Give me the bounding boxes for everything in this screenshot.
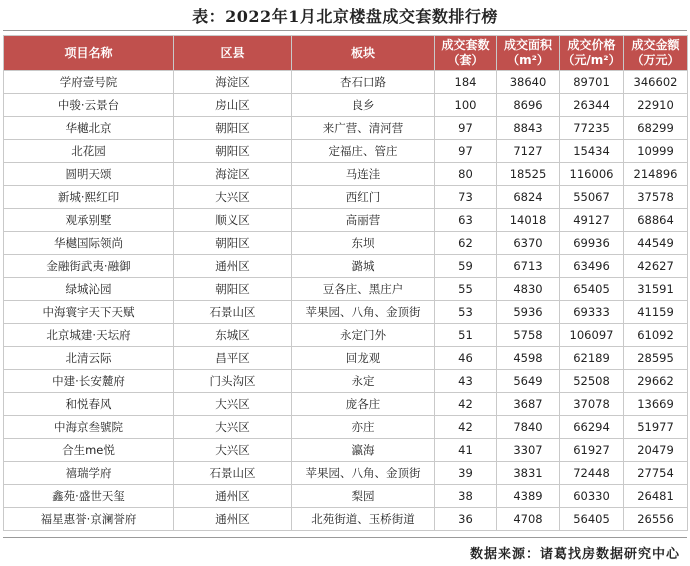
cell-units: 46 [435, 347, 497, 370]
cell-units: 38 [435, 485, 497, 508]
header-district: 区县 [174, 36, 292, 71]
cell-price: 63496 [560, 255, 624, 278]
cell-price: 72448 [560, 462, 624, 485]
header-area [497, 36, 560, 71]
cell-amount: 44549 [624, 232, 688, 255]
cell-area: 8843 [497, 117, 560, 140]
cell-project: 华樾国际领尚 [4, 232, 174, 255]
cell-block: 杏石口路 [292, 71, 435, 94]
cell-price: 60330 [560, 485, 624, 508]
cell-units: 53 [435, 301, 497, 324]
cell-block: 潞城 [292, 255, 435, 278]
cell-price: 77235 [560, 117, 624, 140]
cell-project: 北清云际 [4, 347, 174, 370]
table-row [4, 209, 688, 232]
cell-area: 7127 [497, 140, 560, 163]
cell-price: 26344 [560, 94, 624, 117]
cell-district: 海淀区 [174, 163, 292, 186]
cell-amount: 29662 [624, 370, 688, 393]
cell-district: 门头沟区 [174, 370, 292, 393]
cell-price: 15434 [560, 140, 624, 163]
cell-district: 海淀区 [174, 71, 292, 94]
cell-price: 89701 [560, 71, 624, 94]
table-row [4, 186, 688, 209]
table-row [4, 439, 688, 462]
cell-district: 通州区 [174, 485, 292, 508]
cell-district: 房山区 [174, 94, 292, 117]
cell-units: 73 [435, 186, 497, 209]
cell-block: 永定门外 [292, 324, 435, 347]
table-title: 表：2022年1月北京楼盘成交套数排行榜 [192, 7, 498, 26]
cell-area: 8696 [497, 94, 560, 117]
cell-project: 合生me悦 [4, 439, 174, 462]
cell-project: 和悦春风 [4, 393, 174, 416]
cell-block: 西红门 [292, 186, 435, 209]
cell-block: 苹果园、八角、金顶街 [292, 301, 435, 324]
cell-price: 49127 [560, 209, 624, 232]
cell-price: 66294 [560, 416, 624, 439]
cell-amount: 214896 [624, 163, 688, 186]
cell-units: 36 [435, 508, 497, 531]
cell-district: 大兴区 [174, 439, 292, 462]
cell-block: 回龙观 [292, 347, 435, 370]
cell-units: 184 [435, 71, 497, 94]
cell-district: 昌平区 [174, 347, 292, 370]
cell-district: 大兴区 [174, 416, 292, 439]
header-block: 板块 [292, 36, 435, 71]
cell-district: 东城区 [174, 324, 292, 347]
cell-units: 59 [435, 255, 497, 278]
footer-divider [3, 537, 687, 538]
cell-area: 6370 [497, 232, 560, 255]
cell-district: 大兴区 [174, 393, 292, 416]
table-row [4, 117, 688, 140]
cell-amount: 26481 [624, 485, 688, 508]
cell-block: 永定 [292, 370, 435, 393]
cell-project: 中海京叁號院 [4, 416, 174, 439]
cell-block: 东坝 [292, 232, 435, 255]
cell-project: 福星惠誉·京澜誉府 [4, 508, 174, 531]
cell-block: 高丽营 [292, 209, 435, 232]
table-row [4, 278, 688, 301]
table-row [4, 416, 688, 439]
header-amount [624, 36, 688, 71]
cell-district: 通州区 [174, 255, 292, 278]
cell-units: 97 [435, 140, 497, 163]
table-row [4, 301, 688, 324]
cell-block: 马连洼 [292, 163, 435, 186]
header-row [4, 36, 688, 71]
cell-price: 55067 [560, 186, 624, 209]
cell-project: 北京城建·天坛府 [4, 324, 174, 347]
cell-amount: 41159 [624, 301, 688, 324]
header-amount-line2: （万元） [631, 53, 680, 67]
cell-amount: 68864 [624, 209, 688, 232]
cell-units: 42 [435, 416, 497, 439]
cell-block: 亦庄 [292, 416, 435, 439]
cell-price: 56405 [560, 508, 624, 531]
title-divider [3, 30, 687, 31]
cell-price: 61927 [560, 439, 624, 462]
cell-units: 55 [435, 278, 497, 301]
cell-block: 瀛海 [292, 439, 435, 462]
cell-district: 朝阳区 [174, 232, 292, 255]
cell-area: 5758 [497, 324, 560, 347]
cell-district: 通州区 [174, 508, 292, 531]
cell-district: 石景山区 [174, 301, 292, 324]
cell-price: 52508 [560, 370, 624, 393]
cell-project: 禧瑞学府 [4, 462, 174, 485]
cell-block: 梨园 [292, 485, 435, 508]
cell-price: 62189 [560, 347, 624, 370]
cell-area: 3307 [497, 439, 560, 462]
cell-area: 5649 [497, 370, 560, 393]
cell-amount: 346602 [624, 71, 688, 94]
cell-area: 3831 [497, 462, 560, 485]
table-row [4, 94, 688, 117]
cell-district: 顺义区 [174, 209, 292, 232]
cell-block: 定福庄、管庄 [292, 140, 435, 163]
cell-units: 100 [435, 94, 497, 117]
cell-project: 学府壹号院 [4, 71, 174, 94]
table-row [4, 71, 688, 94]
cell-units: 51 [435, 324, 497, 347]
cell-district: 朝阳区 [174, 117, 292, 140]
header-area-line2: （m²） [507, 53, 549, 67]
header-units-line1: 成交套数 [441, 38, 490, 52]
cell-amount: 13669 [624, 393, 688, 416]
cell-units: 63 [435, 209, 497, 232]
cell-project: 新城·熙红印 [4, 186, 174, 209]
cell-amount: 31591 [624, 278, 688, 301]
cell-block: 豆各庄、黑庄户 [292, 278, 435, 301]
table-row [4, 485, 688, 508]
cell-block: 苹果园、八角、金顶街 [292, 462, 435, 485]
cell-units: 43 [435, 370, 497, 393]
cell-price: 69936 [560, 232, 624, 255]
cell-area: 14018 [497, 209, 560, 232]
cell-units: 80 [435, 163, 497, 186]
cell-project: 观承别墅 [4, 209, 174, 232]
cell-amount: 20479 [624, 439, 688, 462]
cell-area: 3687 [497, 393, 560, 416]
cell-amount: 26556 [624, 508, 688, 531]
table-row [4, 462, 688, 485]
cell-area: 7840 [497, 416, 560, 439]
header-area-line1: 成交面积 [503, 38, 552, 52]
cell-amount: 68299 [624, 117, 688, 140]
cell-units: 62 [435, 232, 497, 255]
table-row [4, 393, 688, 416]
cell-block: 庞各庄 [292, 393, 435, 416]
cell-area: 4830 [497, 278, 560, 301]
table-row [4, 324, 688, 347]
table-row [4, 347, 688, 370]
cell-area: 6824 [497, 186, 560, 209]
cell-area: 4598 [497, 347, 560, 370]
cell-project: 中骏·云景台 [4, 94, 174, 117]
cell-units: 97 [435, 117, 497, 140]
header-price [560, 36, 624, 71]
cell-amount: 42627 [624, 255, 688, 278]
cell-amount: 22910 [624, 94, 688, 117]
cell-block: 良乡 [292, 94, 435, 117]
cell-area: 4708 [497, 508, 560, 531]
cell-units: 41 [435, 439, 497, 462]
cell-area: 6713 [497, 255, 560, 278]
header-price-line2: （元/m²） [562, 53, 621, 67]
cell-project: 中建·长安麓府 [4, 370, 174, 393]
cell-project: 北花园 [4, 140, 174, 163]
table-row [4, 255, 688, 278]
cell-price: 37078 [560, 393, 624, 416]
cell-units: 39 [435, 462, 497, 485]
cell-price: 106097 [560, 324, 624, 347]
cell-project: 绿城沁园 [4, 278, 174, 301]
table-row [4, 508, 688, 531]
cell-units: 42 [435, 393, 497, 416]
cell-price: 69333 [560, 301, 624, 324]
cell-amount: 51977 [624, 416, 688, 439]
cell-district: 大兴区 [174, 186, 292, 209]
cell-amount: 61092 [624, 324, 688, 347]
ranking-table [3, 35, 688, 531]
header-project: 项目名称 [4, 36, 174, 71]
table-row [4, 140, 688, 163]
data-source-note: 数据来源：诸葛找房数据研究中心 [469, 547, 680, 562]
header-price-line1: 成交价格 [567, 38, 616, 52]
cell-amount: 37578 [624, 186, 688, 209]
cell-amount: 27754 [624, 462, 688, 485]
cell-district: 朝阳区 [174, 140, 292, 163]
cell-project: 鑫苑·盛世天玺 [4, 485, 174, 508]
cell-district: 朝阳区 [174, 278, 292, 301]
cell-project: 中海寰宇天下天赋 [4, 301, 174, 324]
header-units-line2: （套） [447, 53, 484, 67]
cell-price: 116006 [560, 163, 624, 186]
cell-area: 5936 [497, 301, 560, 324]
cell-area: 4389 [497, 485, 560, 508]
table-row [4, 163, 688, 186]
cell-amount: 10999 [624, 140, 688, 163]
cell-project: 华樾北京 [4, 117, 174, 140]
table-row [4, 370, 688, 393]
cell-area: 38640 [497, 71, 560, 94]
cell-project: 金融街武夷·融御 [4, 255, 174, 278]
header-units [435, 36, 497, 71]
cell-area: 18525 [497, 163, 560, 186]
cell-district: 石景山区 [174, 462, 292, 485]
cell-block: 北苑街道、玉桥街道 [292, 508, 435, 531]
cell-amount: 28595 [624, 347, 688, 370]
cell-block: 来广营、清河营 [292, 117, 435, 140]
cell-project: 圆明天颂 [4, 163, 174, 186]
header-amount-line1: 成交金额 [631, 38, 680, 52]
table-row [4, 232, 688, 255]
cell-price: 65405 [560, 278, 624, 301]
